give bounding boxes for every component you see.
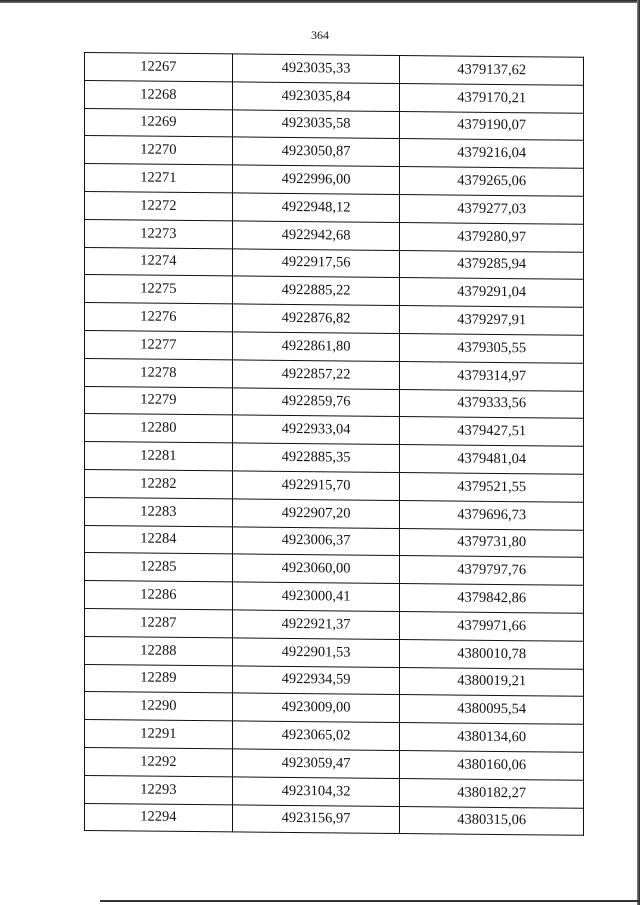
y-coordinate-cell: 4379427,51: [400, 417, 584, 447]
x-coordinate-cell: 4923060,00: [232, 554, 400, 583]
y-coordinate-cell: 4379797,76: [400, 556, 584, 586]
x-coordinate-cell: 4923000,41: [232, 582, 400, 611]
point-id-cell: 12281: [85, 442, 233, 471]
point-id-cell: 12277: [85, 330, 233, 359]
y-coordinate-cell: 4379265,06: [400, 167, 584, 197]
x-coordinate-cell: 4922901,53: [232, 638, 400, 667]
y-coordinate-cell: 4379280,97: [400, 222, 584, 252]
point-id-cell: 12287: [85, 608, 233, 637]
point-id-cell: 12293: [85, 775, 233, 804]
x-coordinate-cell: 4922876,82: [232, 304, 400, 333]
y-coordinate-cell: 4379170,21: [400, 83, 584, 113]
x-coordinate-cell: 4922907,20: [232, 499, 400, 528]
y-coordinate-cell: 4380010,78: [400, 639, 584, 669]
y-coordinate-cell: 4379971,66: [400, 611, 584, 641]
y-coordinate-cell: 4379297,91: [400, 306, 584, 336]
y-coordinate-cell: 4379521,55: [400, 472, 584, 502]
x-coordinate-cell: 4923009,00: [232, 693, 400, 722]
point-id-cell: 12280: [85, 414, 233, 443]
x-coordinate-cell: 4923065,02: [232, 721, 400, 750]
x-coordinate-cell: 4922933,04: [232, 415, 400, 444]
y-coordinate-cell: 4379137,62: [400, 56, 584, 86]
point-id-cell: 12286: [85, 581, 233, 610]
x-coordinate-cell: 4922942,68: [232, 221, 400, 250]
y-coordinate-cell: 4380315,06: [400, 806, 584, 836]
y-coordinate-cell: 4379333,56: [400, 389, 584, 419]
y-coordinate-cell: 4380095,54: [400, 695, 584, 725]
point-id-cell: 12288: [85, 636, 233, 665]
point-id-cell: 12270: [85, 136, 233, 165]
x-coordinate-cell: 4922948,12: [232, 193, 400, 222]
point-id-cell: 12284: [85, 525, 233, 554]
point-id-cell: 12278: [85, 358, 233, 387]
x-coordinate-cell: 4922885,35: [232, 443, 400, 472]
point-id-cell: 12291: [85, 720, 233, 749]
x-coordinate-cell: 4923104,32: [232, 777, 400, 806]
point-id-cell: 12269: [85, 108, 233, 137]
x-coordinate-cell: 4923035,58: [232, 110, 400, 139]
y-coordinate-cell: 4379731,80: [400, 528, 584, 558]
x-coordinate-cell: 4922885,22: [232, 276, 400, 305]
x-coordinate-cell: 4922915,70: [232, 471, 400, 500]
y-coordinate-cell: 4379314,97: [400, 361, 584, 391]
y-coordinate-cell: 4379216,04: [400, 139, 584, 169]
point-id-cell: 12292: [85, 747, 233, 776]
x-coordinate-cell: 4923156,97: [232, 804, 400, 833]
x-coordinate-cell: 4922934,59: [232, 665, 400, 694]
point-id-cell: 12273: [85, 219, 233, 248]
y-coordinate-cell: 4379190,07: [400, 111, 584, 141]
scan-edge-bottom: [100, 900, 640, 902]
y-coordinate-cell: 4379285,94: [400, 250, 584, 280]
page-number: 364: [311, 28, 329, 42]
coordinates-table: [84, 52, 584, 836]
x-coordinate-cell: 4922996,00: [232, 165, 400, 194]
point-id-cell: 12290: [85, 692, 233, 721]
point-id-cell: 12267: [85, 53, 233, 82]
x-coordinate-cell: 4922921,37: [232, 610, 400, 639]
x-coordinate-cell: 4923035,84: [232, 82, 400, 111]
y-coordinate-cell: 4380134,60: [400, 723, 584, 753]
point-id-cell: 12279: [85, 386, 233, 415]
y-coordinate-cell: 4380019,21: [400, 667, 584, 697]
y-coordinate-cell: 4380160,06: [400, 750, 584, 780]
x-coordinate-cell: 4923059,47: [232, 749, 400, 778]
y-coordinate-cell: 4379481,04: [400, 445, 584, 475]
y-coordinate-cell: 4379305,55: [400, 334, 584, 364]
point-id-cell: 12275: [85, 275, 233, 304]
y-coordinate-cell: 4379291,04: [400, 278, 584, 308]
x-coordinate-cell: 4922857,22: [232, 360, 400, 389]
x-coordinate-cell: 4923035,33: [232, 54, 400, 83]
x-coordinate-cell: 4923006,37: [232, 526, 400, 555]
x-coordinate-cell: 4922861,80: [232, 332, 400, 361]
scan-edge-top: [0, 0, 640, 3]
y-coordinate-cell: 4380182,27: [400, 778, 584, 808]
point-id-cell: 12272: [85, 191, 233, 220]
point-id-cell: 12271: [85, 164, 233, 193]
point-id-cell: 12276: [85, 303, 233, 332]
y-coordinate-cell: 4379696,73: [400, 500, 584, 530]
point-id-cell: 12289: [85, 664, 233, 693]
table-row: [85, 803, 584, 836]
x-coordinate-cell: 4922917,56: [232, 249, 400, 278]
point-id-cell: 12268: [85, 80, 233, 109]
x-coordinate-cell: 4923050,87: [232, 137, 400, 166]
y-coordinate-cell: 4379842,86: [400, 584, 584, 614]
point-id-cell: 12285: [85, 553, 233, 582]
y-coordinate-cell: 4379277,03: [400, 195, 584, 225]
point-id-cell: 12294: [85, 803, 233, 832]
x-coordinate-cell: 4922859,76: [232, 387, 400, 416]
point-id-cell: 12282: [85, 469, 233, 498]
coordinates-table-body: [85, 53, 584, 836]
point-id-cell: 12274: [85, 247, 233, 276]
point-id-cell: 12283: [85, 497, 233, 526]
